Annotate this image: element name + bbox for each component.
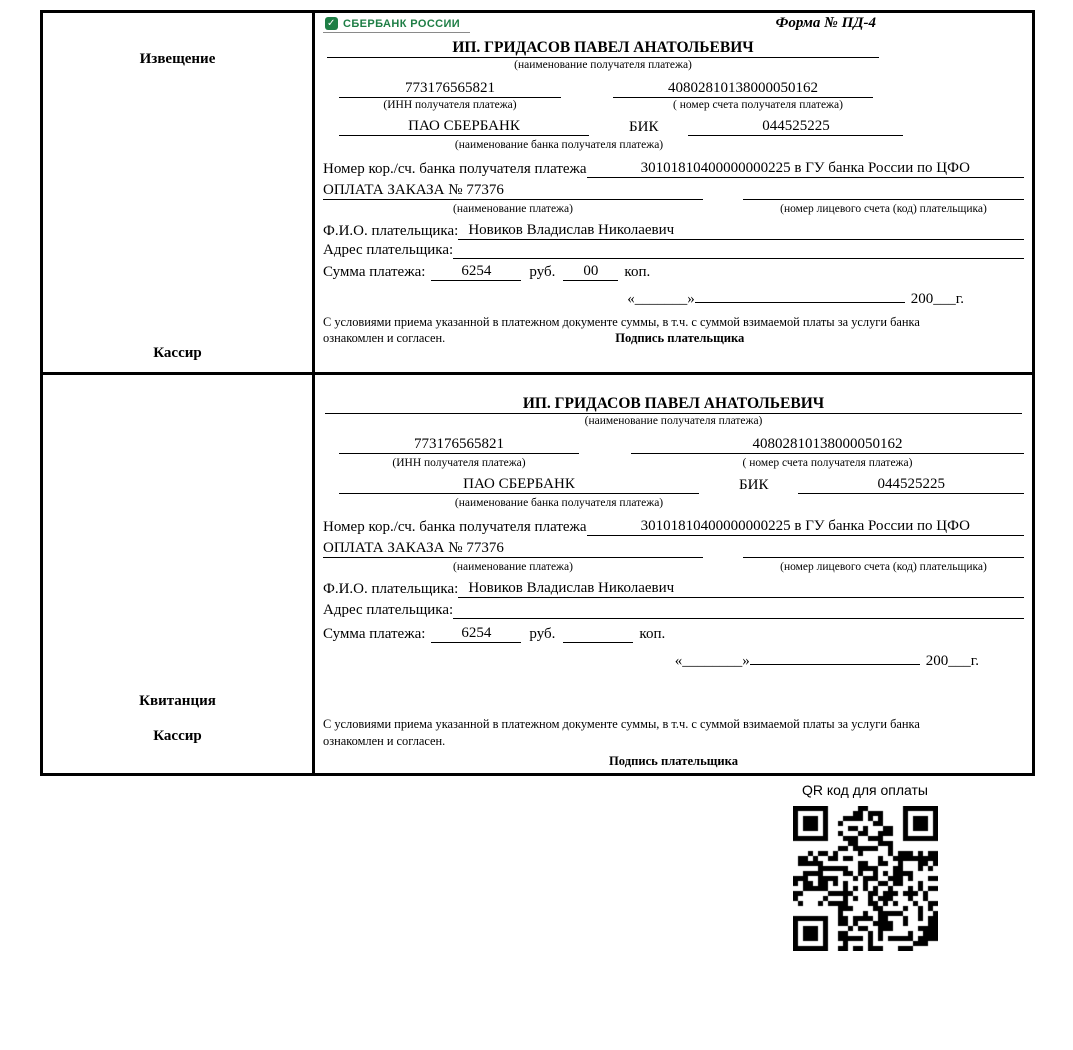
payer-address-label: Адрес плательщика: [323,242,454,258]
purpose-row [323,540,1024,558]
personal-account-blank [743,199,1024,200]
bank-caption: (наименование банка получателя платежа) [454,139,664,151]
spacer [323,670,1024,710]
recipient-name: ИП. ГРИДАСОВ ПАВЕЛ АНАТОЛЬЕВИЧ [327,39,879,58]
receipt-left-column [43,375,315,773]
form-number: Форма № ПД-4 [775,15,876,31]
bik-label: БИК [629,119,659,135]
bank-caption: (наименование банка получателя платежа) [454,497,664,509]
purpose-caption: (наименование платежа) [453,561,573,573]
payer-name-label: Ф.И.О. плательщика: [323,581,459,597]
purpose-caption: (наименование платежа) [453,203,573,215]
inn-value: 773176565821 [339,436,579,454]
account-caption: ( номер счета получателя платежа) [673,99,843,111]
personal-account-caption: (номер лицевого счета (код) плательщика) [780,203,987,215]
terms-line2: ознакомлен и согласен. [323,733,446,748]
terms-line1: С условиями приема указанной в платежном документе суммы, в т.ч. с суммой взимаемой платы за услуги банка [323,717,920,732]
date-quotes: «________» [674,653,750,669]
terms-block [323,314,1024,346]
rub-label: руб. [529,626,556,642]
receipt-content [315,375,1032,773]
inn-caption: (ИНН получателя платежа) [392,457,526,469]
notice-left-column [43,13,315,372]
sberbank-logo [323,15,470,33]
inn-account-row [339,80,1024,98]
date-blank [750,651,920,665]
personal-account-caption: (номер лицевого счета (код) плательщика) [780,561,987,573]
bank-row [339,476,1024,494]
receipt-cashier-label: Кассир [153,728,202,744]
notice-cashier-label: Кассир [153,345,202,361]
date-blank [695,289,905,303]
terms-line2: ознакомлен и согласен. [323,331,446,346]
recipient-caption: (наименование получателя платежа) [514,59,692,71]
bank-name-value: ПАО СБЕРБАНК [339,476,699,494]
sum-row [323,625,1024,643]
notice-header [323,15,1024,39]
recipient-name: ИП. ГРИДАСОВ ПАВЕЛ АНАТОЛЬЕВИЧ [325,395,1022,414]
sum-label: Сумма платежа: [323,626,426,642]
qr-code [793,806,938,951]
kop-label: коп. [624,264,651,280]
payer-address-label: Адрес плательщика: [323,602,454,618]
corr-value: 30101810400000000225 в ГУ банка России по ЦФО [587,160,1024,178]
sum-rub-value: 6254 [431,625,521,643]
corr-label: Номер кор./сч. банка получателя платежа [323,519,587,535]
account-value: 40802810138000050162 [631,436,1024,454]
recipient-caption: (наименование получателя платежа) [584,415,763,427]
date-year: 200___г. [925,653,979,669]
terms-line2-row [323,330,1024,346]
inn-account-captions [339,456,1024,470]
payer-name-row [323,580,1024,598]
sum-kop-blank [563,642,633,643]
inn-account-captions [339,98,1024,112]
sum-label: Сумма платежа: [323,264,426,280]
notice-title: Извещение [139,51,216,67]
pd4-form [40,10,1035,776]
date-year: 200___г. [910,291,964,307]
corr-account-row [323,160,1024,178]
terms-block [323,716,1024,769]
account-value: 40802810138000050162 [613,80,873,98]
qr-label: QR код для оплаты [801,782,928,798]
notice-content [315,13,1032,372]
receipt-section [43,375,1032,773]
corr-label: Номер кор./сч. банка получателя платежа [323,161,587,177]
qr-block [770,782,960,951]
purpose-value: ОПЛАТА ЗАКАЗА № 77376 [323,540,703,558]
terms-line1: С условиями приема указанной в платежном документе суммы, в т.ч. с суммой взимаемой платы за услуги банка [323,315,920,329]
bik-label: БИК [739,477,769,493]
date-line [323,289,1024,308]
personal-account-blank [743,557,1024,558]
inn-value: 773176565821 [339,80,561,98]
payer-address-blank [453,618,1024,619]
corr-account-row [323,518,1024,536]
payer-address-row [323,602,1024,619]
bik-value: 044525225 [688,118,903,136]
bik-value: 044525225 [798,476,1024,494]
signature-label: Подпись плательщика [608,753,739,768]
purpose-captions [323,202,1024,216]
payer-name-row [323,222,1024,240]
sberbank-logo-icon [325,17,338,30]
corr-value: 30101810400000000225 в ГУ банка России по ЦФО [587,518,1024,536]
sum-kop-value: 00 [563,263,618,281]
inn-account-row [339,436,1024,454]
payer-address-row [323,242,1024,259]
account-caption: ( номер счета получателя платежа) [742,457,913,469]
sberbank-logo-text: СБЕРБАНК РОССИИ [343,17,461,30]
payer-name-label: Ф.И.О. плательщика: [323,223,459,239]
receipt-title: Квитанция [139,693,216,709]
payer-name-value: Новиков Владислав Николаевич [458,222,1024,240]
bank-row [339,118,1024,136]
notice-section [43,13,1032,375]
purpose-row [323,182,1024,200]
bank-name-value: ПАО СБЕРБАНК [339,118,589,136]
signature-label: Подпись плательщика [615,331,745,346]
sum-row [323,263,1024,281]
payer-address-blank [453,258,1024,259]
inn-caption: (ИНН получателя платежа) [383,99,517,111]
kop-label: коп. [639,626,666,642]
purpose-value: ОПЛАТА ЗАКАЗА № 77376 [323,182,703,200]
date-line [323,651,1024,670]
purpose-captions [323,560,1024,574]
sum-rub-value: 6254 [431,263,521,281]
rub-label: руб. [529,264,556,280]
payer-name-value: Новиков Владислав Николаевич [458,580,1024,598]
date-quotes: «_______» [627,291,695,307]
